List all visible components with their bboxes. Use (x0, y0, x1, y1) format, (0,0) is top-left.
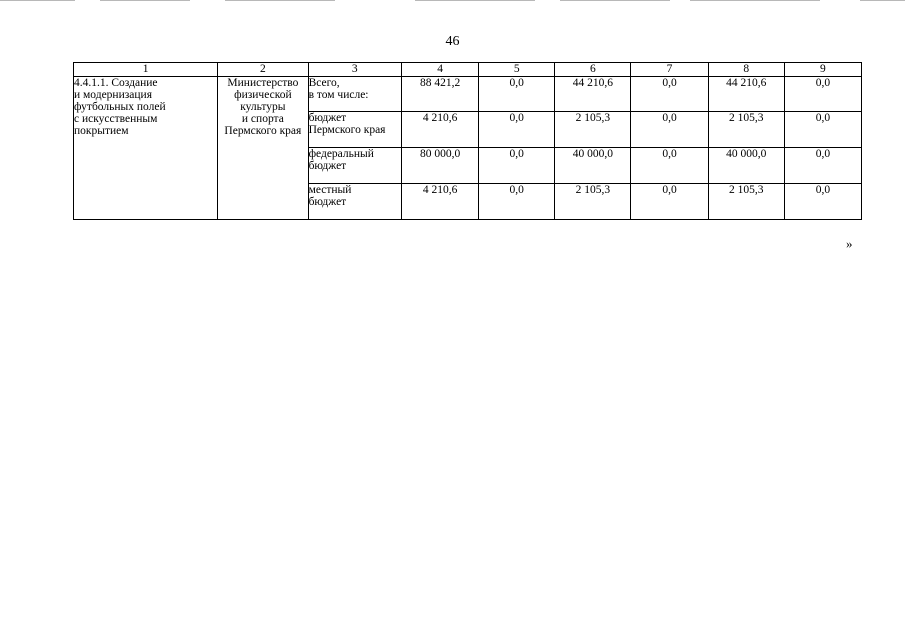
scan-edge-line (860, 0, 905, 1)
column-header: 6 (555, 63, 631, 77)
column-header: 8 (708, 63, 784, 77)
column-header: 5 (479, 63, 555, 77)
value-cell: 2 105,3 (555, 112, 631, 148)
measure-name: 4.4.1.1. Создание и модернизация футбольных полей с искусственным покрытием (74, 77, 166, 137)
scan-edge-line (415, 0, 535, 1)
measure-name-cell (74, 77, 218, 220)
scan-edge-line (0, 0, 75, 1)
scan-edge-line (225, 0, 335, 1)
value-cell: 44 210,6 (708, 77, 784, 112)
value-cell: 0,0 (784, 112, 861, 148)
column-header: 9 (784, 63, 861, 77)
value-cell: 88 421,2 (401, 77, 478, 112)
value-cell: 0,0 (631, 148, 708, 184)
page-number: 46 (445, 34, 460, 49)
value-cell: 0,0 (784, 148, 861, 184)
value-cell: 4 210,6 (401, 184, 478, 220)
funding-source-cell (308, 184, 401, 220)
table-row (74, 77, 862, 112)
value-cell: 0,0 (479, 184, 555, 220)
column-header: 3 (308, 63, 401, 77)
funding-source-cell (308, 112, 401, 148)
value-cell: 0,0 (784, 77, 861, 112)
scan-edge-line (100, 0, 190, 1)
value-cell: 4 210,6 (401, 112, 478, 148)
scan-edge-line (690, 0, 820, 1)
funding-source: местный бюджет (308, 184, 352, 208)
executor-name: Министерство физической культуры и спорта Пермского края (224, 77, 302, 137)
funding-source: Всего, в том числе: (308, 77, 369, 101)
value-cell: 0,0 (631, 184, 708, 220)
funding-source-cell (308, 77, 401, 112)
scan-edge-line (560, 0, 670, 1)
column-header: 4 (401, 63, 478, 77)
closing-quote: » (846, 236, 853, 251)
header-row (74, 63, 862, 77)
value-cell: 40 000,0 (555, 148, 631, 184)
value-cell: 0,0 (479, 112, 555, 148)
value-cell: 2 105,3 (708, 184, 784, 220)
value-cell: 0,0 (479, 77, 555, 112)
value-cell: 0,0 (479, 148, 555, 184)
executor-cell (218, 77, 308, 220)
value-cell: 0,0 (631, 112, 708, 148)
value-cell: 40 000,0 (708, 148, 784, 184)
value-cell: 2 105,3 (708, 112, 784, 148)
value-cell: 0,0 (784, 184, 861, 220)
funding-source-cell (308, 148, 401, 184)
program-table (73, 62, 862, 220)
funding-source: федеральный бюджет (308, 148, 374, 172)
column-header: 1 (74, 63, 218, 77)
value-cell: 2 105,3 (555, 184, 631, 220)
value-cell: 80 000,0 (401, 148, 478, 184)
funding-source: бюджет Пермского края (308, 112, 386, 136)
value-cell: 44 210,6 (555, 77, 631, 112)
value-cell: 0,0 (631, 77, 708, 112)
column-header: 7 (631, 63, 708, 77)
column-header: 2 (218, 63, 308, 77)
